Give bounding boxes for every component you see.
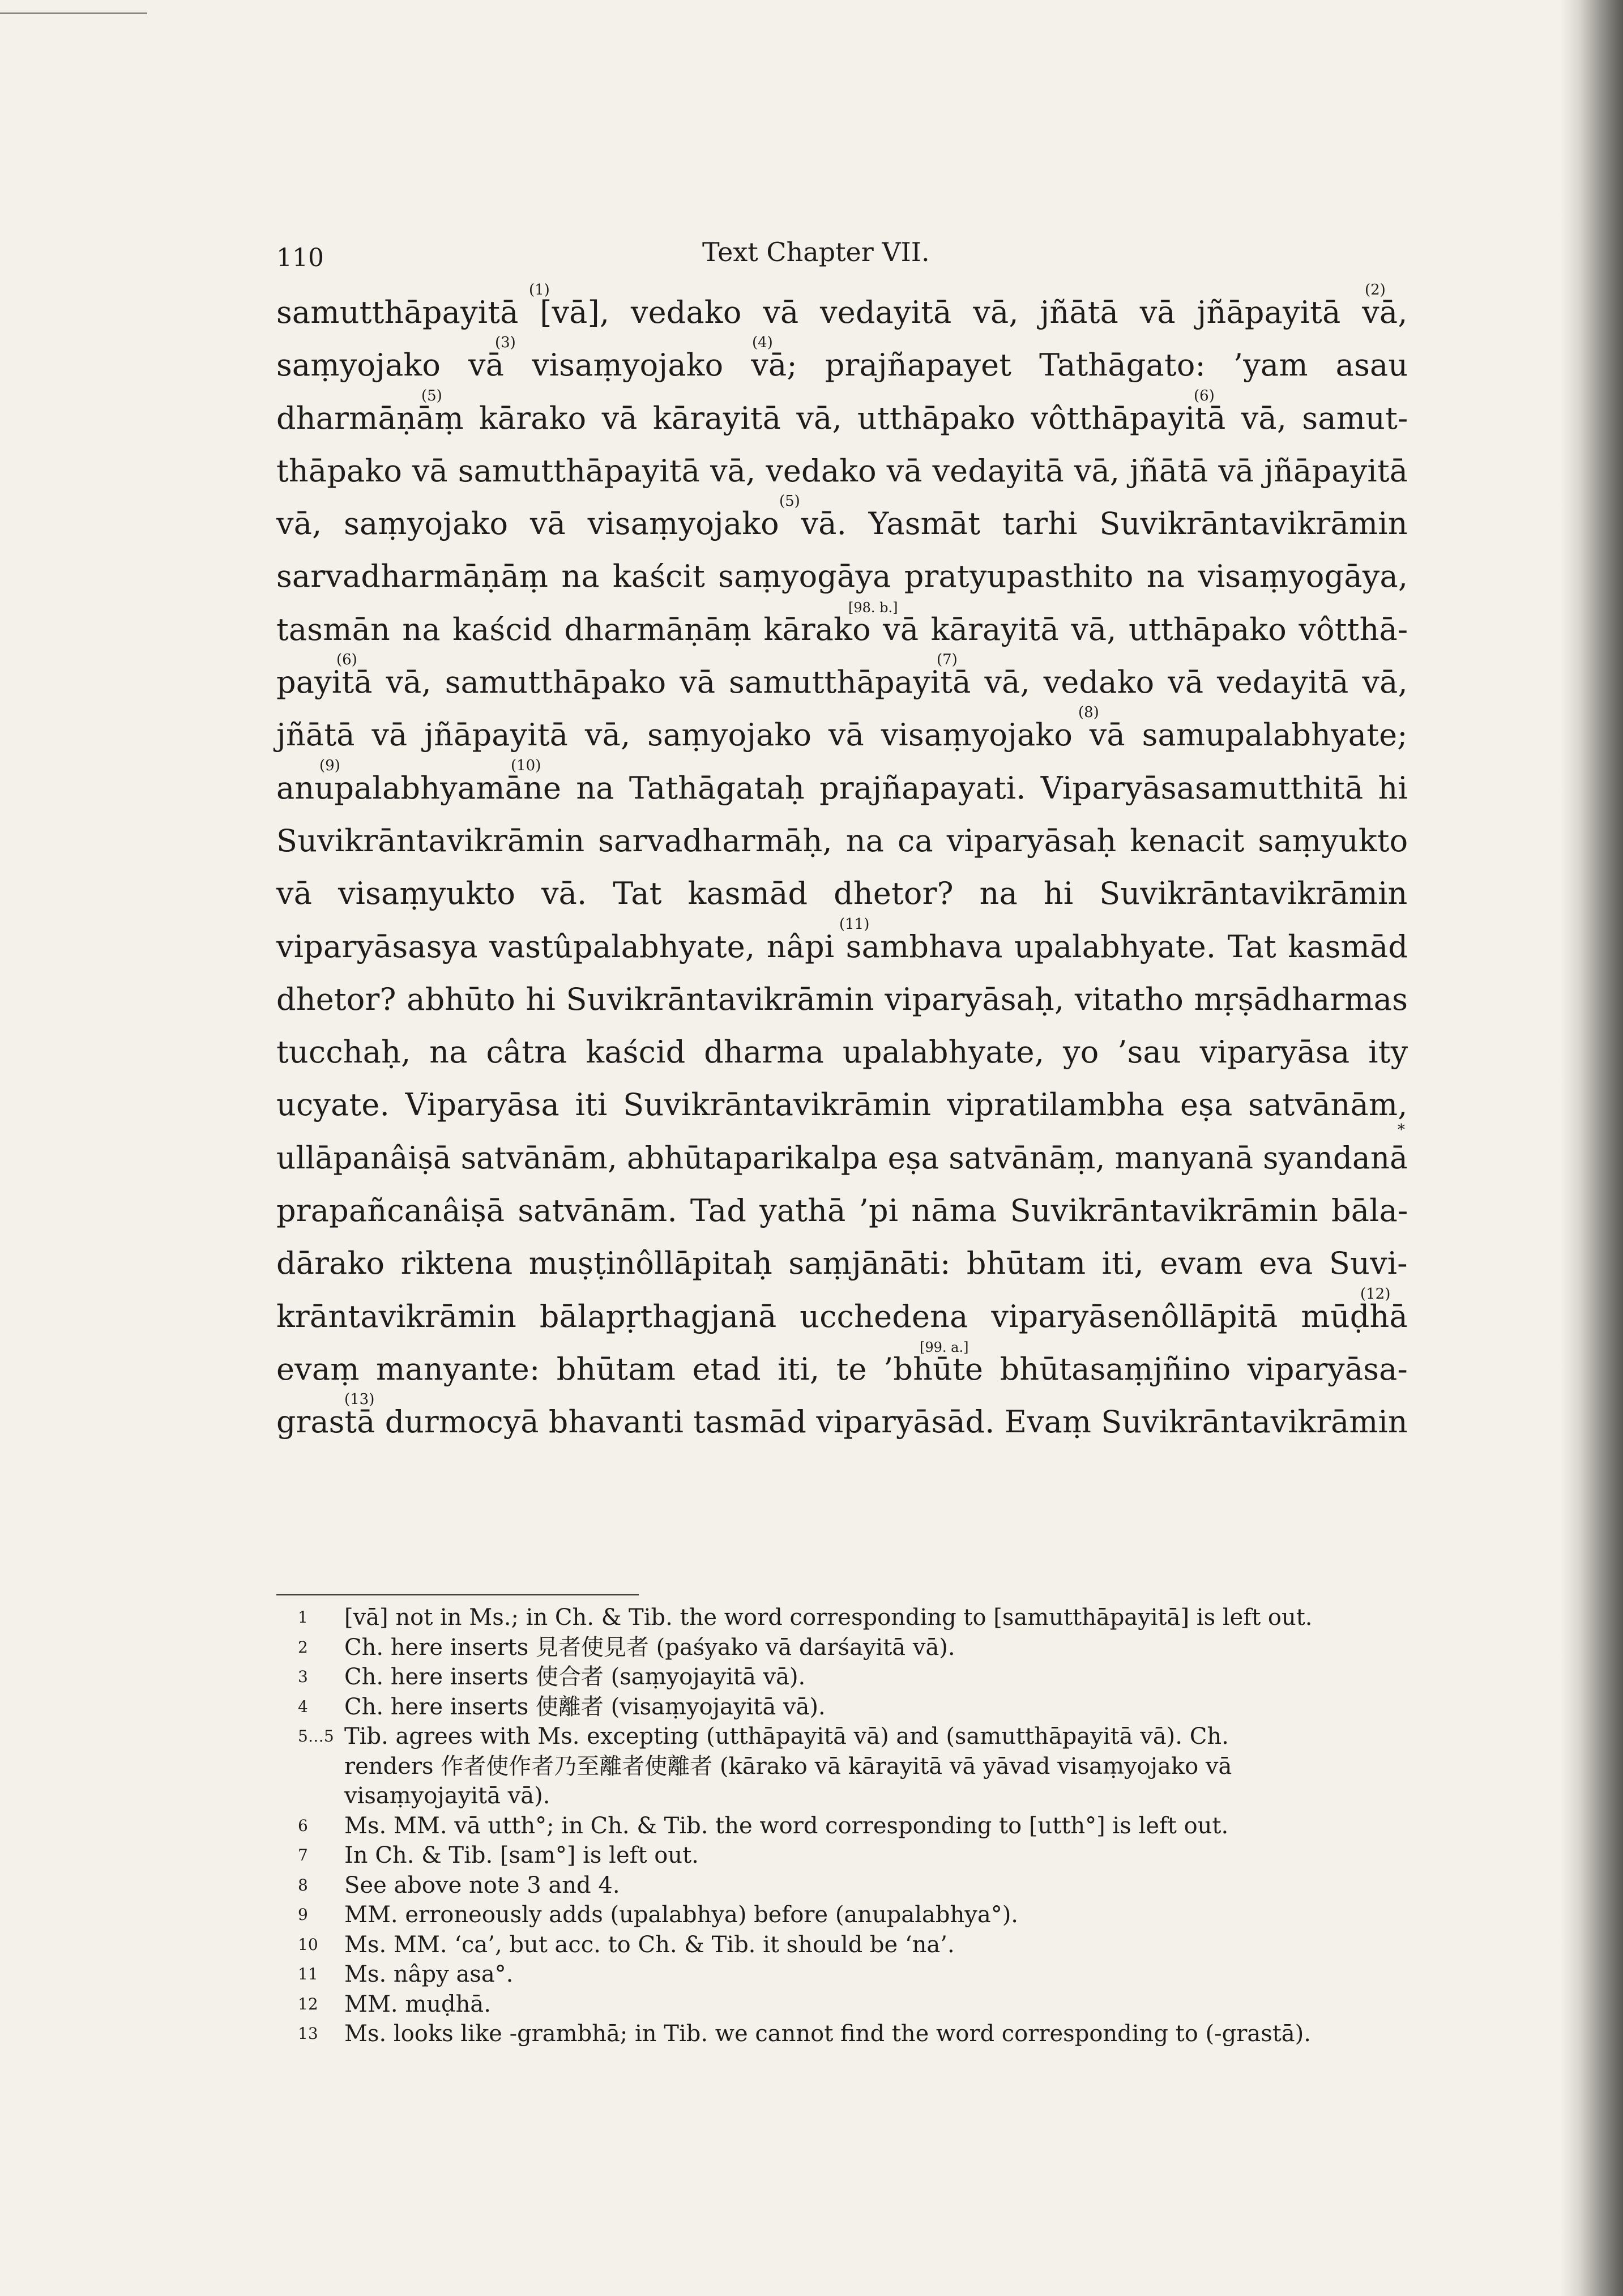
text-line: Suvikrāntavikrāmin sarvadharmāḥ, na ca viparyāsaḥ kenacit saṃyukto	[276, 822, 1408, 859]
note-ref: (6)	[336, 651, 357, 669]
footnote: 10 Ms. MM. ‘ca’, but acc. to Ch. & Tib. it should be ‘na’.	[298, 1931, 955, 1958]
note-ref: (10)	[511, 757, 541, 774]
text-line: prapañcanâiṣā satvānām. Tad yathā ’pi nāma Suvikrāntavikrāmin bāla-	[276, 1193, 1408, 1229]
note-ref: (7)	[937, 651, 958, 669]
text-line: thāpako vā samutthāpayitā vā, vedako vā vedayitā vā, jñātā vā jñāpayitā	[276, 453, 1408, 489]
footnote-continuation: visaṃyojayitā vā).	[344, 1783, 550, 1809]
footnote: 7 In Ch. & Tib. [sam°] is left out.	[298, 1842, 699, 1868]
text-line: jñātā vā jñāpayitā vā, saṃyojako vā visaṃyojako vā samupalabhyate; (8)	[276, 704, 1408, 753]
note-ref: *	[1398, 1121, 1405, 1138]
page-header	[276, 237, 1409, 289]
footnote: 5…5 Tib. agrees with Ms. excepting (utthāpayitā vā) and (samutthāpayitā vā). Ch.	[298, 1723, 1229, 1749]
footnote: 1 [vā] not in Ms.; in Ch. & Tib. the word corresponding to [samutthāpayitā] is left out.	[298, 1604, 1313, 1631]
text-line: ucyate. Viparyāsa iti Suvikrāntavikrāmin vipratilambha eṣa satvānām,	[276, 1087, 1408, 1123]
footnote-continuation: renders 作者使作者乃至離者使離者 (kārako vā kārayitā vā yāvad visaṃyojako vā	[344, 1753, 1232, 1779]
signature-mark: [98. b.]	[848, 599, 898, 616]
text-line: saṃyojako vā visaṃyojako vā; prajñapayet Tathāgato: ’yam asau (3) (4)	[276, 334, 1408, 383]
text-line: vā visaṃyukto vā. Tat kasmād dhetor? na hi Suvikrāntavikrāmin	[276, 876, 1408, 912]
footnote: 4 Ch. here inserts 使離者 (visaṃyojayitā vā).	[298, 1693, 826, 1720]
page-number: 110	[276, 244, 324, 272]
text-line: samutthāpayitā [vā], vedako vā vedayitā vā, jñātā vā jñāpayitā vā, (1) (2)	[276, 281, 1408, 330]
note-ref: (3)	[495, 334, 516, 352]
note-ref: (11)	[839, 915, 870, 933]
footnote: 11 Ms. nâpy asa°.	[298, 1961, 514, 1987]
text-line: viparyāsasya vastûpalabhyate, nâpi sambhava upalabhyate. Tat kasmād (11)	[276, 915, 1408, 965]
text-line: evaṃ manyante: bhūtam etad iti, te ’bhūte bhūtasaṃjñino viparyāsa- [99. a.]	[276, 1339, 1408, 1387]
text-line: tasmān na kaścid dharmāṇāṃ kārako vā kārayitā vā, utthāpako vôtthā- [98. b.]	[276, 599, 1408, 647]
footnote: 12 MM. muḍhā.	[298, 1991, 491, 2017]
footnote: 8 See above note 3 and 4.	[298, 1872, 620, 1898]
note-ref: (1)	[529, 281, 550, 298]
main-text	[276, 281, 1408, 1449]
text-line: dharmāṇāṃ kārako vā kārayitā vā, utthāpako vôtthāpayitā vā, samut- (5) (6)	[276, 387, 1408, 436]
footnote: 2 Ch. here inserts 見者使見者 (paśyako vā darśayitā vā).	[298, 1634, 955, 1661]
note-ref: (5)	[421, 387, 442, 404]
footnotes	[276, 1603, 1415, 2049]
text-line: tucchaḥ, na câtra kaścid dharma upalabhyate, yo ’sau viparyāsa ity	[276, 1034, 1408, 1070]
footnote: 13 Ms. looks like -grambhā; in Tib. we cannot find the word corresponding to (-grastā).	[298, 2021, 1311, 2047]
running-title: Text Chapter VII.	[702, 237, 930, 267]
scan-artifact-line	[0, 12, 147, 14]
note-ref: (9)	[319, 757, 340, 774]
note-ref: (8)	[1078, 704, 1099, 722]
text-line: krāntavikrāmin bālapṛthagjanā ucchedena viparyāsenôllāpitā mūḍhā (12)	[276, 1285, 1408, 1334]
note-ref: (12)	[1360, 1285, 1391, 1303]
note-ref: (4)	[752, 334, 773, 352]
scan-page-edge	[1561, 0, 1623, 2296]
text-line: ullāpanâiṣā satvānām, abhūtaparikalpa eṣa satvānāṃ, manyanā syandanā *	[276, 1121, 1408, 1176]
text-line: dhetor? abhūto hi Suvikrāntavikrāmin viparyāsaḥ, vitatho mṛṣādharmas	[276, 981, 1408, 1017]
signature-mark: [99. a.]	[920, 1339, 969, 1355]
text-line: grastā durmocyā bhavanti tasmād viparyāsād. Evaṃ Suvikrāntavikrāmin (13)	[276, 1391, 1408, 1440]
text-line: dārako riktena muṣṭinôllāpitaḥ saṃjānāti: bhūtam iti, evam eva Suvi-	[276, 1245, 1408, 1282]
footnote: 3 Ch. here inserts 使合者 (saṃyojayitā vā).	[298, 1664, 806, 1690]
footnote: 9 MM. erroneously adds (upalabhya) before (anupalabhya°).	[298, 1902, 1019, 1928]
text-line: sarvadharmāṇāṃ na kaścit saṃyogāya pratyupasthito na visaṃyogāya,	[276, 558, 1408, 595]
text-line: anupalabhyamāne na Tathāgataḥ prajñapayati. Viparyāsasamutthitā hi (9) (10)	[276, 757, 1408, 806]
note-ref: (6)	[1194, 387, 1215, 404]
note-ref: (5)	[779, 493, 800, 510]
text-line: payitā vā, samutthāpako vā samutthāpayitā vā, vedako vā vedayitā vā, (6) (7)	[276, 651, 1408, 701]
footnote-rule	[276, 1594, 639, 1595]
footnote: 6 Ms. MM. vā utth°; in Ch. & Tib. the word corresponding to [utth°] is left out.	[298, 1812, 1229, 1839]
text-line: vā, saṃyojako vā visaṃyojako vā. Yasmāt tarhi Suvikrāntavikrāmin (5)	[276, 493, 1408, 542]
note-ref: (13)	[344, 1391, 375, 1409]
note-ref: (2)	[1365, 281, 1386, 298]
